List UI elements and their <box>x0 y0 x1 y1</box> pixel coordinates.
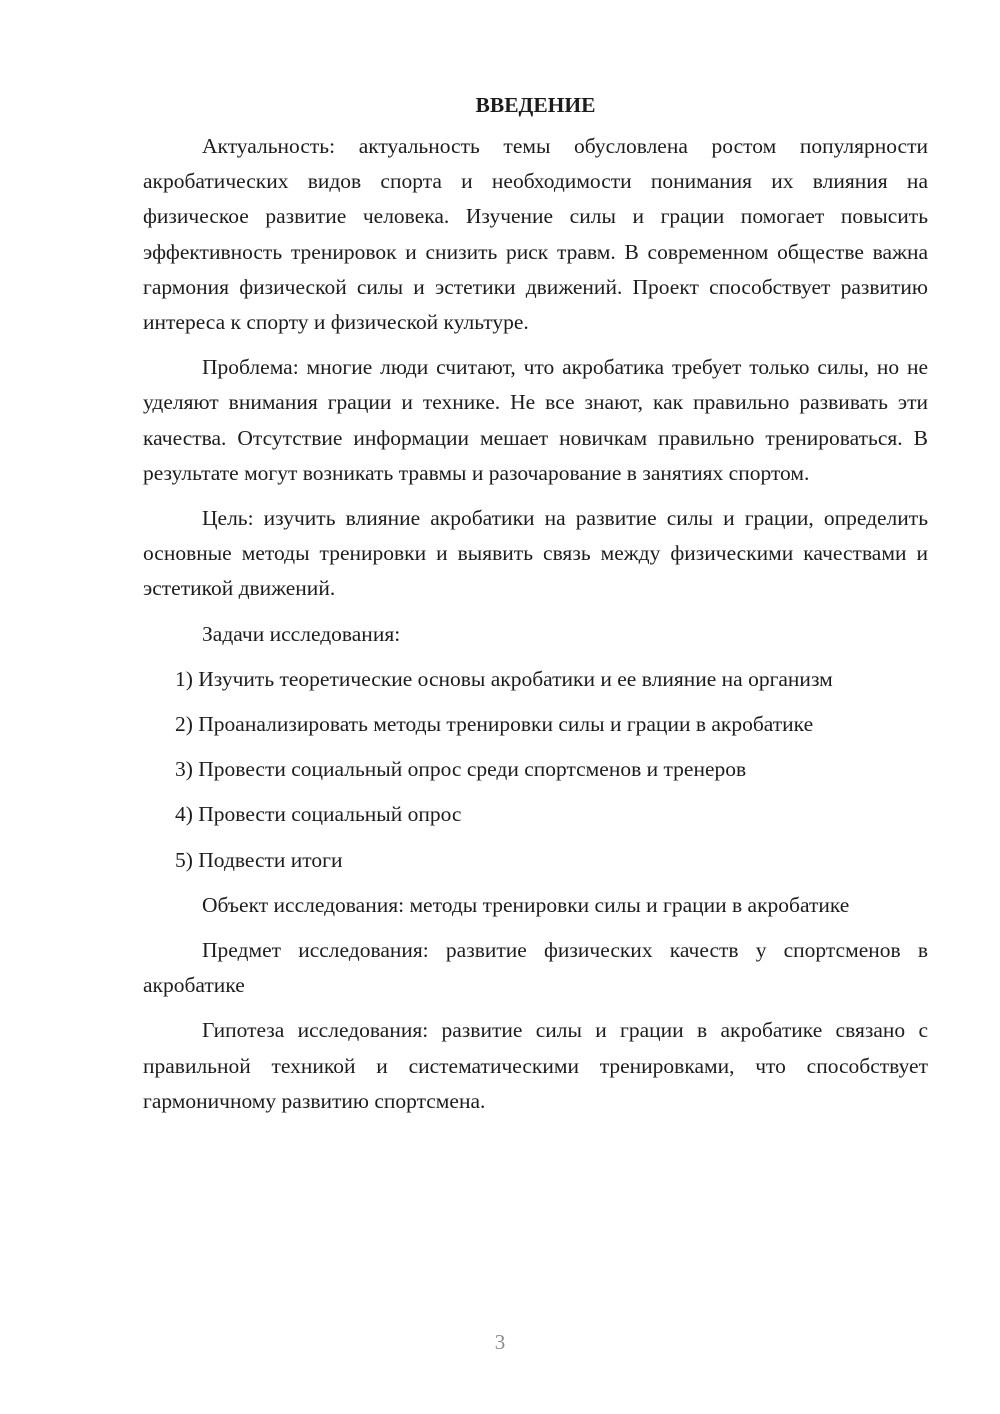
list-item: 3) Провести социальный опрос среди спортсменов и тренеров <box>175 757 747 782</box>
tasks-heading: Задачи исследования: <box>202 621 401 646</box>
document-page <box>143 88 928 1129</box>
page-number: 3 <box>494 1330 506 1354</box>
paragraph-problem: Проблема: многие люди считают, что акробатика требует только силы, но не уделяют внимания грации и технике. Не все знают, как правильно развивать эти качества. Отсутствие информации мешает новичкам правильно тренироваться. В результате могут возникать травмы и разочарование в занятиях спортом. <box>143 355 928 485</box>
paragraph-subject: Предмет исследования: развитие физических качеств у спортсменов в акробатике <box>143 938 928 998</box>
tasks-list <box>143 662 928 878</box>
list-item: 1) Изучить теоретические основы акробатики и ее влияние на организм <box>175 666 833 691</box>
list-item: 4) Провести социальный опрос <box>175 802 462 827</box>
paragraph-hypothesis: Гипотеза исследования: развитие силы и грации в акробатике связано с правильной техникой и систематическими тренировками, что способствует гармоничному развитию спортсмена. <box>143 1018 928 1113</box>
paragraph-relevance: Актуальность: актуальность темы обусловлена ростом популярности акробатических видов спорта и необходимости понимания их влияния на физическое развитие человека. Изучение силы и грации помогает повысить эффективность тренировок и снизить риск травм. В современном обществе важна гармония физической силы и эстетики движений. Проект способствует развитию интереса к спорту и физической культуре. <box>143 134 928 335</box>
list-item: 5) Подвести итоги <box>175 847 343 872</box>
list-item: 2) Проанализировать методы тренировки силы и грации в акробатике <box>175 712 814 737</box>
paragraph-object: Объект исследования: методы тренировки силы и грации в акробатике <box>202 892 850 917</box>
paragraph-goal: Цель: изучить влияние акробатики на развитие силы и грации, определить основные методы тренировки и выявить связь между физическими качествами и эстетикой движений. <box>143 506 928 601</box>
page-title: ВВЕДЕНИЕ <box>475 93 596 117</box>
